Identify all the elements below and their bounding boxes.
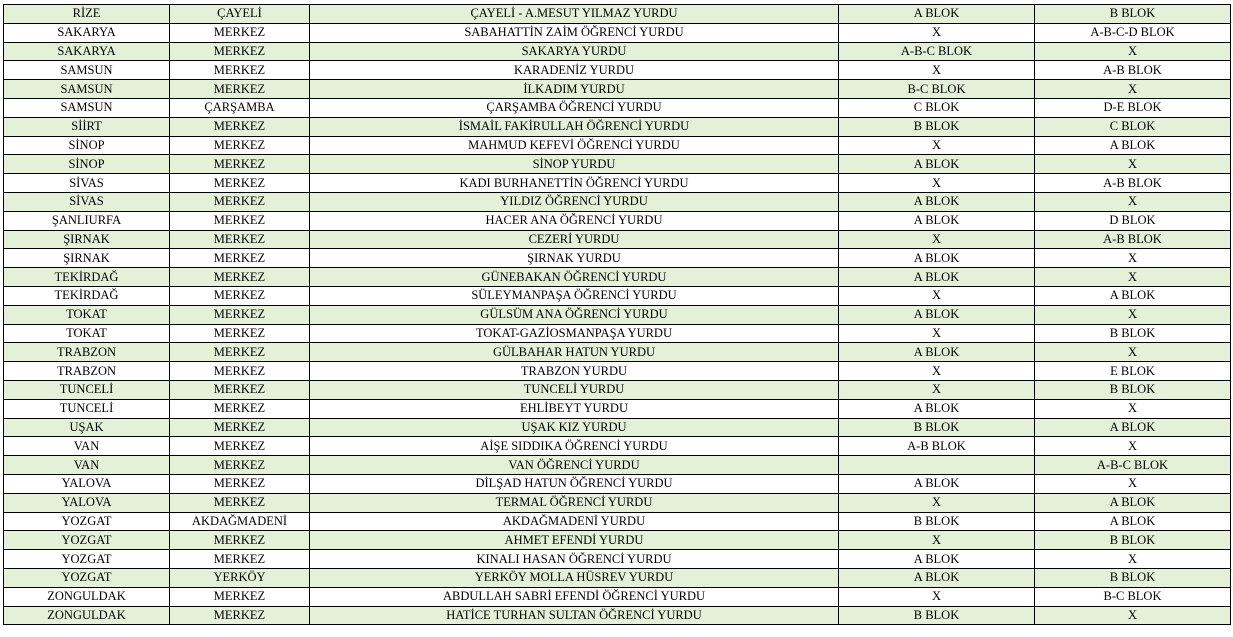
district-cell: MERKEZ [170, 230, 310, 249]
block-a-cell: B BLOK [839, 117, 1035, 136]
dormitory-name-cell: VAN ÖĞRENCİ YURDU [310, 456, 839, 475]
dormitory-name-cell: SÜLEYMANPAŞA ÖĞRENCİ YURDU [310, 286, 839, 305]
block-b-cell: D BLOK [1035, 211, 1231, 230]
dormitory-name-cell: SAKARYA YURDU [310, 42, 839, 61]
block-a-cell: A BLOK [839, 305, 1035, 324]
province-cell: TUNCELİ [4, 380, 170, 399]
block-b-cell: B BLOK [1035, 5, 1231, 24]
table-row [4, 136, 1231, 155]
province-cell: SİNOP [4, 136, 170, 155]
district-cell: ÇARŞAMBA [170, 98, 310, 117]
block-b-cell: A BLOK [1035, 286, 1231, 305]
district-cell: MERKEZ [170, 192, 310, 211]
province-cell: RİZE [4, 5, 170, 24]
dormitory-name-cell: AKDAĞMADENİ YURDU [310, 512, 839, 531]
dormitory-name-cell: TOKAT-GAZİOSMANPAŞA YURDU [310, 324, 839, 343]
block-a-cell: A BLOK [839, 268, 1035, 287]
table-row [4, 550, 1231, 569]
block-b-cell: X [1035, 268, 1231, 287]
block-a-cell: X [839, 136, 1035, 155]
dormitory-name-cell: EHLİBEYT YURDU [310, 399, 839, 418]
province-cell: YOZGAT [4, 550, 170, 569]
table-row [4, 192, 1231, 211]
table-row [4, 456, 1231, 475]
block-a-cell: A-B-C BLOK [839, 42, 1035, 61]
province-cell: TOKAT [4, 305, 170, 324]
block-b-cell: E BLOK [1035, 362, 1231, 381]
table-row [4, 493, 1231, 512]
block-b-cell: X [1035, 80, 1231, 99]
table-row [4, 362, 1231, 381]
block-b-cell: D-E BLOK [1035, 98, 1231, 117]
block-b-cell: B-C BLOK [1035, 587, 1231, 606]
province-cell: ŞIRNAK [4, 230, 170, 249]
province-cell: YOZGAT [4, 512, 170, 531]
dormitory-name-cell: TUNCELİ YURDU [310, 380, 839, 399]
province-cell: ŞIRNAK [4, 249, 170, 268]
province-cell: ŞANLIURFA [4, 211, 170, 230]
district-cell: MERKEZ [170, 286, 310, 305]
block-a-cell: A BLOK [839, 249, 1035, 268]
table-row [4, 249, 1231, 268]
table-row [4, 531, 1231, 550]
block-a-cell: A BLOK [839, 474, 1035, 493]
district-cell: MERKEZ [170, 174, 310, 193]
province-cell: SİİRT [4, 117, 170, 136]
dormitory-name-cell: ŞIRNAK YURDU [310, 249, 839, 268]
block-b-cell: A BLOK [1035, 418, 1231, 437]
province-cell: SAKARYA [4, 42, 170, 61]
block-b-cell: X [1035, 437, 1231, 456]
province-cell: TRABZON [4, 362, 170, 381]
dormitory-name-cell: ÇAYELİ - A.MESUT YILMAZ YURDU [310, 5, 839, 24]
district-cell: ÇAYELİ [170, 5, 310, 24]
block-a-cell: X [839, 23, 1035, 42]
district-cell: MERKEZ [170, 305, 310, 324]
block-b-cell: C BLOK [1035, 117, 1231, 136]
dormitory-name-cell: TRABZON YURDU [310, 362, 839, 381]
dormitory-name-cell: UŞAK KIZ YURDU [310, 418, 839, 437]
block-b-cell: X [1035, 550, 1231, 569]
table-row [4, 5, 1231, 24]
block-b-cell: A-B BLOK [1035, 230, 1231, 249]
block-b-cell: X [1035, 474, 1231, 493]
dormitory-name-cell: İSMAİL FAKİRULLAH ÖĞRENCİ YURDU [310, 117, 839, 136]
province-cell: YALOVA [4, 474, 170, 493]
province-cell: ZONGULDAK [4, 606, 170, 625]
table-row [4, 606, 1231, 625]
block-a-cell: B-C BLOK [839, 80, 1035, 99]
block-b-cell: X [1035, 192, 1231, 211]
dormitory-name-cell: YILDIZ ÖĞRENCİ YURDU [310, 192, 839, 211]
table-row [4, 305, 1231, 324]
table-row [4, 286, 1231, 305]
district-cell: MERKEZ [170, 380, 310, 399]
table-row [4, 23, 1231, 42]
dormitory-name-cell: KARADENİZ YURDU [310, 61, 839, 80]
block-a-cell: X [839, 493, 1035, 512]
dormitory-name-cell: GÜNEBAKAN ÖĞRENCİ YURDU [310, 268, 839, 287]
table-row [4, 98, 1231, 117]
district-cell: MERKEZ [170, 136, 310, 155]
district-cell: MERKEZ [170, 42, 310, 61]
block-b-cell: X [1035, 42, 1231, 61]
dormitory-name-cell: TERMAL ÖĞRENCİ YURDU [310, 493, 839, 512]
block-b-cell: A-B BLOK [1035, 174, 1231, 193]
table-row [4, 61, 1231, 80]
dormitory-name-cell: YERKÖY MOLLA HÜSREV YURDU [310, 568, 839, 587]
district-cell: MERKEZ [170, 474, 310, 493]
table-row [4, 42, 1231, 61]
dormitory-name-cell: GÜLBAHAR HATUN YURDU [310, 343, 839, 362]
district-cell: MERKEZ [170, 23, 310, 42]
block-b-cell: A-B-C BLOK [1035, 456, 1231, 475]
district-cell: MERKEZ [170, 531, 310, 550]
district-cell: MERKEZ [170, 418, 310, 437]
district-cell: MERKEZ [170, 155, 310, 174]
province-cell: SİVAS [4, 192, 170, 211]
district-cell: MERKEZ [170, 550, 310, 569]
block-a-cell: A BLOK [839, 5, 1035, 24]
district-cell: MERKEZ [170, 362, 310, 381]
block-a-cell: A BLOK [839, 399, 1035, 418]
block-a-cell: B BLOK [839, 512, 1035, 531]
table-row [4, 174, 1231, 193]
block-a-cell: A BLOK [839, 568, 1035, 587]
dormitory-name-cell: CEZERİ YURDU [310, 230, 839, 249]
province-cell: ZONGULDAK [4, 587, 170, 606]
district-cell: AKDAĞMADENİ [170, 512, 310, 531]
dormitory-name-cell: AHMET EFENDİ YURDU [310, 531, 839, 550]
district-cell: MERKEZ [170, 606, 310, 625]
table-row [4, 418, 1231, 437]
dormitory-name-cell: GÜLSÜM ANA ÖĞRENCİ YURDU [310, 305, 839, 324]
block-a-cell: X [839, 174, 1035, 193]
dormitory-table-sheet [3, 4, 1230, 625]
table-row [4, 155, 1231, 174]
table-row [4, 324, 1231, 343]
district-cell: MERKEZ [170, 268, 310, 287]
block-a-cell: B BLOK [839, 606, 1035, 625]
block-b-cell: X [1035, 249, 1231, 268]
table-row [4, 399, 1231, 418]
block-a-cell: A BLOK [839, 155, 1035, 174]
block-a-cell: X [839, 362, 1035, 381]
block-a-cell: X [839, 324, 1035, 343]
district-cell: MERKEZ [170, 343, 310, 362]
dormitory-name-cell: SABAHATTİN ZAİM ÖĞRENCİ YURDU [310, 23, 839, 42]
block-a-cell: X [839, 61, 1035, 80]
district-cell: MERKEZ [170, 61, 310, 80]
table-row [4, 568, 1231, 587]
province-cell: TRABZON [4, 343, 170, 362]
block-b-cell: B BLOK [1035, 380, 1231, 399]
district-cell: YERKÖY [170, 568, 310, 587]
province-cell: SİVAS [4, 174, 170, 193]
province-cell: SİNOP [4, 155, 170, 174]
block-a-cell: A BLOK [839, 211, 1035, 230]
block-b-cell: A-B BLOK [1035, 61, 1231, 80]
block-a-cell: X [839, 587, 1035, 606]
block-b-cell: B BLOK [1035, 568, 1231, 587]
block-b-cell: A BLOK [1035, 512, 1231, 531]
province-cell: UŞAK [4, 418, 170, 437]
block-b-cell: X [1035, 305, 1231, 324]
province-cell: TOKAT [4, 324, 170, 343]
block-a-cell: B BLOK [839, 418, 1035, 437]
dormitory-block-table [3, 4, 1231, 625]
block-a-cell: X [839, 380, 1035, 399]
dormitory-name-cell: HATİCE TURHAN SULTAN ÖĞRENCİ YURDU [310, 606, 839, 625]
table-row [4, 80, 1231, 99]
dormitory-name-cell: ABDULLAH SABRİ EFENDİ ÖĞRENCİ YURDU [310, 587, 839, 606]
province-cell: SAMSUN [4, 61, 170, 80]
table-row [4, 230, 1231, 249]
district-cell: MERKEZ [170, 493, 310, 512]
block-a-cell: A BLOK [839, 550, 1035, 569]
dormitory-name-cell: ÇARŞAMBA ÖĞRENCİ YURDU [310, 98, 839, 117]
province-cell: YALOVA [4, 493, 170, 512]
dormitory-name-cell: İLKADIM YURDU [310, 80, 839, 99]
district-cell: MERKEZ [170, 437, 310, 456]
block-a-cell: A-B BLOK [839, 437, 1035, 456]
block-a-cell [839, 456, 1035, 475]
province-cell: TEKİRDAĞ [4, 286, 170, 305]
table-row [4, 343, 1231, 362]
district-cell: MERKEZ [170, 80, 310, 99]
block-a-cell: X [839, 531, 1035, 550]
table-row [4, 380, 1231, 399]
block-a-cell: A BLOK [839, 343, 1035, 362]
table-row [4, 474, 1231, 493]
dormitory-name-cell: KINALI HASAN ÖĞRENCİ YURDU [310, 550, 839, 569]
block-b-cell: A BLOK [1035, 136, 1231, 155]
district-cell: MERKEZ [170, 249, 310, 268]
province-cell: YOZGAT [4, 531, 170, 550]
block-a-cell: X [839, 230, 1035, 249]
dormitory-name-cell: MAHMUD KEFEVİ ÖĞRENCİ YURDU [310, 136, 839, 155]
block-a-cell: X [839, 286, 1035, 305]
table-row [4, 268, 1231, 287]
province-cell: SAKARYA [4, 23, 170, 42]
province-cell: VAN [4, 437, 170, 456]
block-b-cell: A-B-C-D BLOK [1035, 23, 1231, 42]
block-a-cell: A BLOK [839, 192, 1035, 211]
province-cell: SAMSUN [4, 98, 170, 117]
dormitory-name-cell: HACER ANA ÖĞRENCİ YURDU [310, 211, 839, 230]
district-cell: MERKEZ [170, 324, 310, 343]
block-b-cell: X [1035, 155, 1231, 174]
block-b-cell: X [1035, 606, 1231, 625]
block-b-cell: X [1035, 399, 1231, 418]
block-b-cell: B BLOK [1035, 531, 1231, 550]
district-cell: MERKEZ [170, 456, 310, 475]
province-cell: VAN [4, 456, 170, 475]
province-cell: TEKİRDAĞ [4, 268, 170, 287]
block-b-cell: X [1035, 343, 1231, 362]
dormitory-name-cell: AİŞE SIDDIKA ÖĞRENCİ YURDU [310, 437, 839, 456]
block-b-cell: B BLOK [1035, 324, 1231, 343]
district-cell: MERKEZ [170, 117, 310, 136]
table-body [4, 5, 1231, 625]
block-a-cell: C BLOK [839, 98, 1035, 117]
table-row [4, 437, 1231, 456]
province-cell: TUNCELİ [4, 399, 170, 418]
province-cell: SAMSUN [4, 80, 170, 99]
dormitory-name-cell: SİNOP YURDU [310, 155, 839, 174]
table-row [4, 587, 1231, 606]
table-row [4, 512, 1231, 531]
table-row [4, 117, 1231, 136]
table-row [4, 211, 1231, 230]
district-cell: MERKEZ [170, 211, 310, 230]
district-cell: MERKEZ [170, 587, 310, 606]
dormitory-name-cell: DİLŞAD HATUN ÖĞRENCİ YURDU [310, 474, 839, 493]
dormitory-name-cell: KADI BURHANETTİN ÖĞRENCİ YURDU [310, 174, 839, 193]
block-b-cell: A BLOK [1035, 493, 1231, 512]
province-cell: YOZGAT [4, 568, 170, 587]
district-cell: MERKEZ [170, 399, 310, 418]
